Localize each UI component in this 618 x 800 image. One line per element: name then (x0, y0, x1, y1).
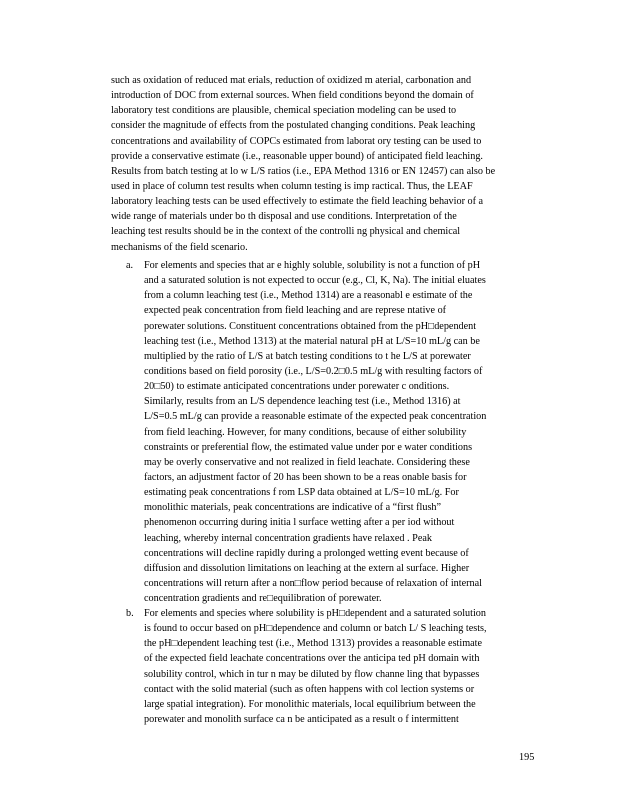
text-line: laboratory leaching tests can be used effectively to estimate the field leaching behavior of a (111, 196, 484, 208)
list-item-b-text (144, 606, 554, 727)
text-line: monolithic materials, peak concentrations are indicative of a “first flush” (144, 502, 442, 514)
text-line: leaching, whereby internal concentration gradients have relaxed . Peak (144, 532, 432, 544)
text-line: leaching test results should be in the context of the controlli ng physical and chemical (111, 226, 461, 238)
text-line: 20□50) to estimate anticipated concentrations under porewater c onditions. (144, 381, 450, 393)
text-line: conditions based on field porosity (i.e., L/S=0.2□0.5 mL/g with resulting factors of (144, 365, 483, 377)
text-line: provide a conservative estimate (i.e., reasonable upper bound) of anticipated field leaching. (111, 150, 483, 162)
text-line: multiplied by the ratio of L/S at batch testing conditions to t he L/S at porewater (144, 350, 471, 362)
text-line: diffusion and dissolution limitations on leaching at the extern al surface. Higher (144, 562, 470, 574)
text-line: from field leaching. However, for many conditions, because of either solubility (144, 426, 467, 438)
text-line: of the expected field leachate concentrations over the anticipa ted pH domain with (144, 653, 480, 665)
text-line: For elements and species where solubility is pH□dependent and a saturated solution (144, 608, 486, 619)
text-line: such as oxidation of reduced mat erials, reduction of oxidized m aterial, carbonation and (111, 75, 472, 86)
text-line: large spatial integration). For monolithic materials, local equilibrium between the (144, 698, 476, 710)
text-line: contact with the solid material (such as often happens with col lection systems or (144, 683, 475, 695)
text-line: from a column leaching test (i.e., Method 1314) are a reasonabl e estimate of the (144, 290, 473, 302)
text-line: laboratory test conditions are plausible, chemical speciation modeling can be used to (111, 105, 457, 117)
text-line: used in place of column test results when column testing is imp ractical. Thus, the LEAF (111, 180, 473, 192)
list-item-a-text (144, 258, 554, 606)
text-line: mechanisms of the field scenario. (111, 241, 248, 253)
text-line: is found to occur based on pH□dependence and column or batch L/ S leaching tests, (144, 623, 487, 635)
text-line: phenomenon occurring during initia l surface wetting after a per iod without (144, 517, 455, 529)
list-marker-b: b. (126, 608, 134, 619)
text-line: estimating peak concentrations f rom LSP data obtained at L/S=10 mL/g. For (144, 487, 459, 499)
text-line: Results from batch testing at lo w L/S ratios (i.e., EPA Method 1316 or EN 12457) can also be (111, 165, 496, 177)
text-line: porewater solutions. Constituent concentrations obtained from the pH□dependent (144, 320, 477, 332)
text-line: factors, an adjustment factor of 20 has been shown to be a reas onable basis for (144, 471, 467, 483)
page-number: 195 (519, 752, 535, 763)
text-line: solubility control, which in tur n may be diluted by flow channe ling that bypasses (144, 668, 480, 680)
text-line: consider the magnitude of effects from the postulated changing conditions. Peak leaching (111, 120, 476, 132)
text-line: porewater and monolith surface ca n be anticipated as a result o f intermittent (144, 713, 459, 725)
text-line: concentrations and availability of COPCs estimated from laborat ory testing can be used to (111, 135, 482, 147)
text-line: wide range of materials under bo th disposal and use conditions. Interpretation of the (111, 211, 457, 223)
text-line: For elements and species that ar e highly soluble, solubility is not a function of pH (144, 260, 481, 271)
text-line: concentrations will return after a non□flow period because of relaxation of internal (144, 577, 482, 589)
text-line: L/S=0.5 mL/g can provide a reasonable estimate of the expected peak concentration (144, 411, 487, 423)
text-line: and a saturated solution is not expected to occur (e.g., Cl, K, Na). The initial eluates (144, 275, 486, 287)
text-line: concentrations will decline rapidly during a prolonged wetting event because of (144, 547, 469, 559)
text-line: introduction of DOC from external sources. When field conditions beyond the domain of (111, 90, 474, 102)
intro-paragraph (111, 73, 551, 255)
text-line: may be overly conservative and not realized in field leachate. Considering these (144, 456, 470, 468)
text-line: Similarly, results from an L/S dependence leaching test (i.e., Method 1316) at (144, 396, 461, 408)
list-marker-a: a. (126, 260, 134, 271)
text-line: constraints or preferential flow, the estimated value under por e water conditions (144, 441, 473, 453)
text-line: the pH□dependent leaching test (i.e., Method 1313) provides a reasonable estimate (144, 638, 482, 650)
text-line: leaching test (i.e., Method 1313) at the material natural pH at L/S=10 mL/g can be (144, 335, 480, 347)
text-line: expected peak concentration from field leaching and are represe ntative of (144, 305, 447, 317)
text-line: concentration gradients and re□equilibration of porewater. (144, 593, 382, 605)
